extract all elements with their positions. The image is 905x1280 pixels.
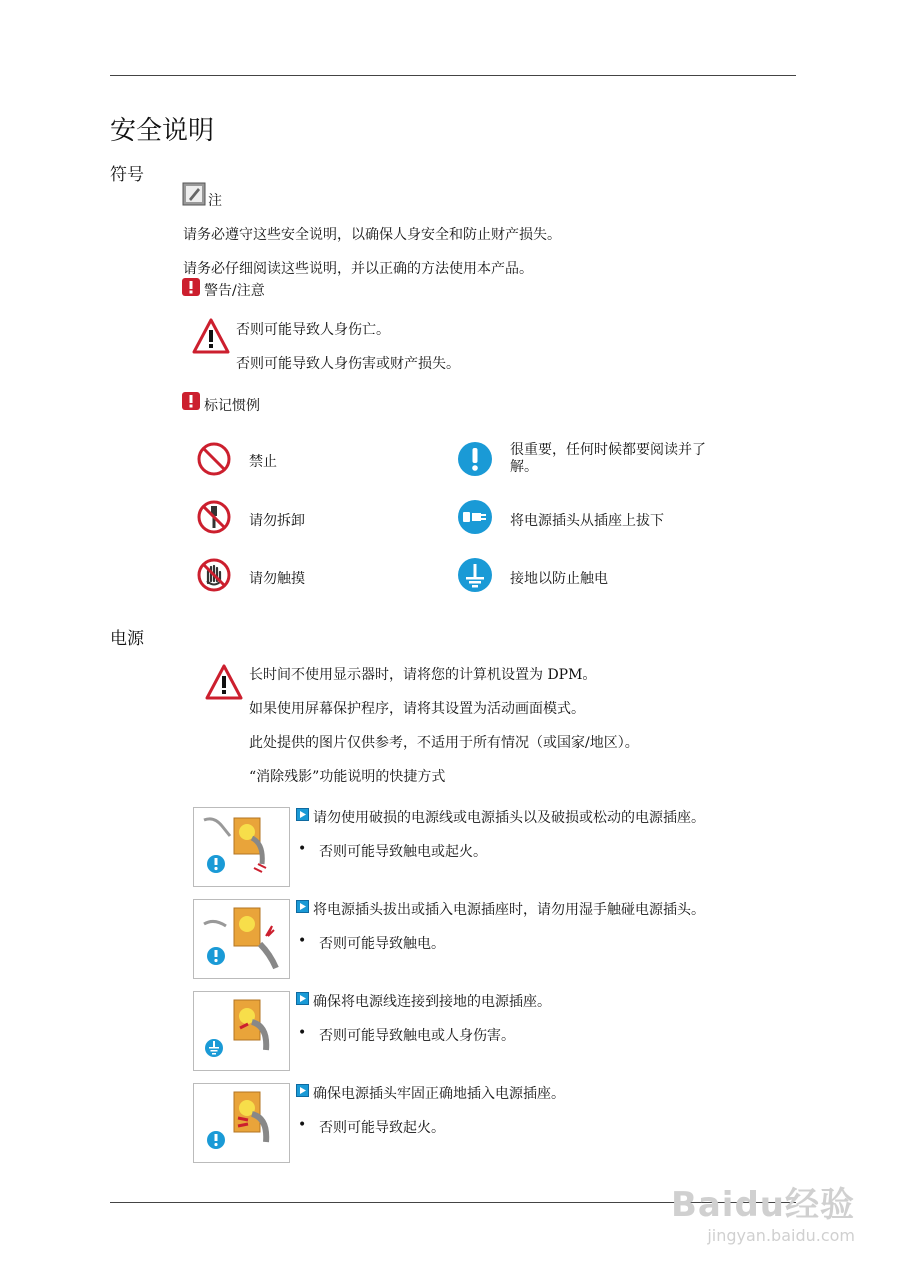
exclamation-box-icon xyxy=(182,278,200,296)
bullet-dot: • xyxy=(298,841,307,857)
illustration-frame xyxy=(193,807,290,887)
power-item-title: 确保电源插头牢固正确地插入电源插座。 xyxy=(313,1086,565,1102)
note-label: 注 xyxy=(208,193,222,209)
baidu-watermark xyxy=(671,1177,855,1245)
power-item-title: 请勿使用破损的电源线或电源插头以及破损或松动的电源插座。 xyxy=(313,810,705,826)
warning-line: 否则可能导致人身伤亡。 xyxy=(236,322,390,338)
convention-label: 很重要，任何时候都要阅读并了解。 xyxy=(510,442,706,475)
blue-arrow-icon xyxy=(296,900,309,913)
illustration-frame xyxy=(193,1083,290,1163)
warning-label: 警告/注意 xyxy=(204,283,265,299)
bullet-dot: • xyxy=(298,1025,307,1041)
page-title: 安全说明 xyxy=(110,116,215,146)
power-note: 此处提供的图片仅供参考，不适用于所有情况（或国家/地区）。 xyxy=(249,735,639,751)
power-note-link[interactable]: “消除残影”功能说明的快捷方式 xyxy=(249,769,446,785)
power-item-title: 将电源插头拔出或插入电源插座时，请勿用湿手触碰电源插头。 xyxy=(313,902,705,918)
warning-line: 否则可能导致人身伤害或财产损失。 xyxy=(236,356,460,372)
illustration-frame xyxy=(193,991,290,1071)
note-line: 请务必仔细阅读这些说明，并以正确的方法使用本产品。 xyxy=(183,261,533,277)
blue-arrow-icon xyxy=(296,808,309,821)
prohibited-icon xyxy=(196,441,232,477)
convention-label: 接地以防止触电 xyxy=(510,571,608,587)
convention-label: 将电源插头从插座上拔下 xyxy=(510,513,664,529)
power-note: 长时间不使用显示器时，请将您的计算机设置为 DPM。 xyxy=(249,667,597,683)
bullet-dot: • xyxy=(298,933,307,949)
exclamation-box-icon xyxy=(182,392,200,410)
note-icon xyxy=(182,182,206,206)
convention-label: 禁止 xyxy=(249,454,277,470)
important-icon xyxy=(457,441,493,477)
convention-label: 请勿触摸 xyxy=(249,571,305,587)
warning-triangle-icon xyxy=(205,664,243,700)
no-disassemble-icon xyxy=(196,499,232,535)
no-touch-icon xyxy=(196,557,232,593)
power-item-bullet: 否则可能导致触电或起火。 xyxy=(319,844,487,860)
power-item-bullet: 否则可能导致起火。 xyxy=(319,1120,445,1136)
blue-arrow-icon xyxy=(296,992,309,1005)
blue-arrow-icon xyxy=(296,1084,309,1097)
bullet-dot: • xyxy=(298,1117,307,1133)
section-heading-symbols: 符号 xyxy=(110,165,144,185)
warning-triangle-icon xyxy=(192,318,230,354)
convention-label: 请勿拆卸 xyxy=(249,513,305,529)
top-rule xyxy=(110,75,796,76)
power-item-title: 确保将电源线连接到接地的电源插座。 xyxy=(313,994,551,1010)
power-item-bullet: 否则可能导致触电。 xyxy=(319,936,445,952)
watermark-brand: Baidu经验 xyxy=(670,1185,855,1225)
watermark-url: jingyan.baidu.com xyxy=(707,1226,855,1245)
unplug-icon xyxy=(457,499,493,535)
section-heading-power: 电源 xyxy=(110,629,144,649)
illustration-frame xyxy=(193,899,290,979)
conventions-label: 标记惯例 xyxy=(204,398,260,414)
power-note: 如果使用屏幕保护程序，请将其设置为活动画面模式。 xyxy=(249,701,585,717)
ground-icon xyxy=(457,557,493,593)
power-item-bullet: 否则可能导致触电或人身伤害。 xyxy=(319,1028,515,1044)
note-line: 请务必遵守这些安全说明，以确保人身安全和防止财产损失。 xyxy=(183,227,561,243)
